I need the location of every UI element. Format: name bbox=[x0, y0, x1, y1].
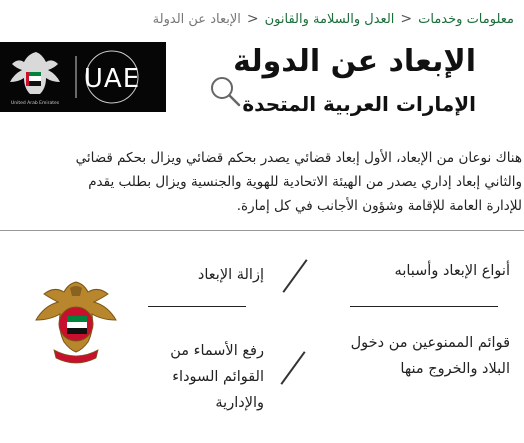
link-banned-lists[interactable]: قوائم الممنوعين من دخول البلاد والخروج منها bbox=[350, 335, 510, 377]
breadcrumb-link-justice[interactable]: العدل والسلامة والقانون bbox=[264, 11, 395, 27]
breadcrumb bbox=[10, 8, 514, 30]
intro-description bbox=[0, 146, 524, 218]
page-title: الإبعاد عن الدولة bbox=[233, 44, 476, 79]
falcon-emblem-icon bbox=[30, 276, 122, 368]
link-remove-from-blacklist[interactable]: رفع الأسماء من القوائم السوداء والإدارية bbox=[170, 343, 264, 411]
description-line: والثاني إبعاد إداري يصدر من الهيئة الاتحادية للهوية والجنسية ويزال بطلب يقدم bbox=[88, 174, 522, 190]
link-underline bbox=[148, 306, 246, 307]
breadcrumb-separator: < bbox=[400, 11, 413, 27]
section-divider bbox=[0, 230, 524, 231]
description-line: هناك نوعان من الإبعاد، الأول إبعاد قضائي يصدر بحكم قضائي ويزال بحكم قضائي bbox=[75, 150, 522, 166]
slash-divider bbox=[282, 259, 307, 293]
logo-caption: United Arab Emirates bbox=[10, 101, 60, 106]
breadcrumb-link-info-services[interactable]: معلومات وخدمات bbox=[418, 11, 514, 27]
link-deportation-removal[interactable]: إزالة الإبعاد bbox=[197, 267, 264, 283]
link-underline bbox=[350, 306, 498, 307]
uae-logo bbox=[0, 42, 166, 112]
description-line: للإدارة العامة للإقامة وشؤون الأجانب في كل إمارة. bbox=[236, 198, 522, 214]
breadcrumb-separator: < bbox=[246, 11, 259, 27]
breadcrumb-current: الإبعاد عن الدولة bbox=[152, 11, 241, 27]
page-subtitle: الإمارات العربية المتحدة bbox=[242, 92, 476, 116]
uae-emblem bbox=[30, 276, 122, 368]
logo-text: UAE bbox=[83, 64, 141, 94]
slash-divider bbox=[280, 351, 305, 385]
link-deportation-types[interactable]: أنواع الإبعاد وأسبابه bbox=[394, 263, 510, 279]
search-icon[interactable] bbox=[208, 74, 242, 108]
